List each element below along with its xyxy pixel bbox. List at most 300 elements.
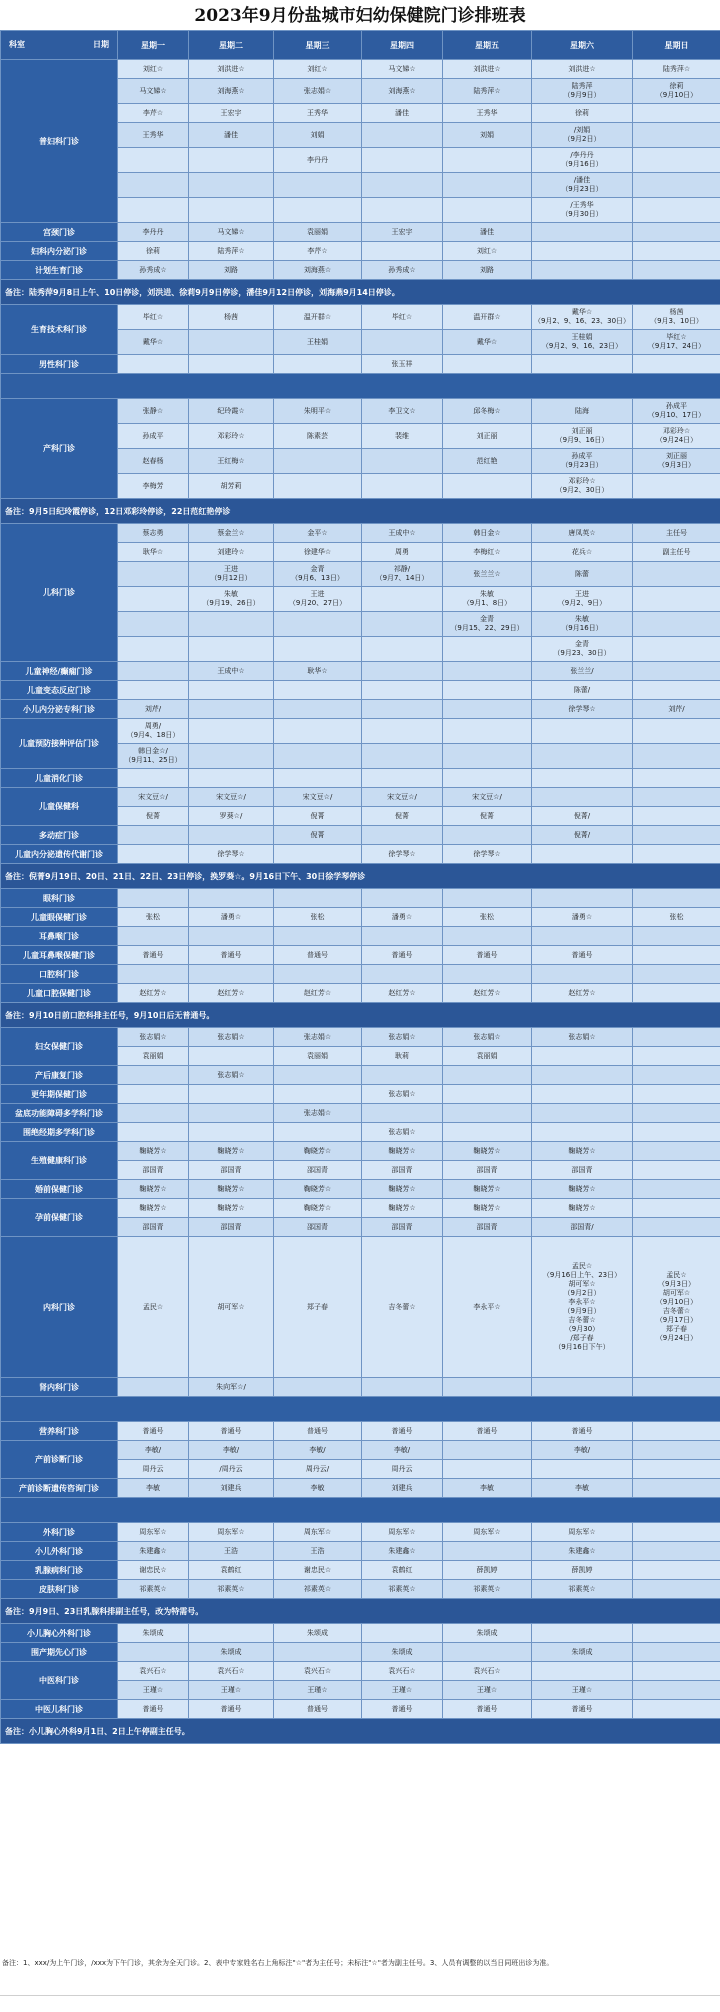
schedule-cell: 鞠晓芳☆ xyxy=(189,1142,274,1161)
table-row xyxy=(1,681,720,700)
schedule-cell: 韩日金☆ xyxy=(443,524,532,543)
schedule-cell: 徐学琴☆ xyxy=(362,845,443,864)
schedule-cell xyxy=(633,719,720,744)
schedule-cell: 朱建鑫☆ xyxy=(532,1542,633,1561)
schedule-cell: 刘红☆ xyxy=(118,60,189,79)
schedule-cell xyxy=(189,1104,274,1123)
schedule-cell xyxy=(274,927,362,946)
spacer-row xyxy=(1,1498,720,1523)
schedule-cell xyxy=(362,123,443,148)
table-row xyxy=(1,946,720,965)
schedule-cell xyxy=(532,769,633,788)
schedule-cell: 杨茜 xyxy=(189,305,274,330)
schedule-cell: 袁鹤红 xyxy=(362,1561,443,1580)
schedule-cell: 邱冬梅☆ xyxy=(443,399,532,424)
dept-name: 生育技术科门诊 xyxy=(1,305,118,355)
schedule-cell: 李敏/ xyxy=(189,1441,274,1460)
schedule-cell: 周勇/ （9月4、18日） xyxy=(118,719,189,744)
schedule-cell xyxy=(274,681,362,700)
schedule-cell: 耿莉 xyxy=(362,1047,443,1066)
schedule-cell xyxy=(189,744,274,769)
corner-header xyxy=(1,31,118,60)
schedule-cell: 朱颂成 xyxy=(274,1624,362,1643)
schedule-cell xyxy=(443,889,532,908)
table-row xyxy=(1,769,720,788)
table-row xyxy=(1,826,720,845)
schedule-cell xyxy=(633,104,720,123)
schedule-cell: 张松 xyxy=(118,908,189,927)
schedule-cell: 王瑾☆ xyxy=(532,1681,633,1700)
schedule-cell xyxy=(189,927,274,946)
schedule-cell: 陆秀萍 （9月9日） xyxy=(532,79,633,104)
schedule-cell: 朱敏 （9月1、8日） xyxy=(443,587,532,612)
schedule-cell: 罗葵☆/ xyxy=(189,807,274,826)
schedule-cell xyxy=(532,242,633,261)
table-row xyxy=(1,1378,720,1397)
schedule-cell: 普通号 xyxy=(274,946,362,965)
schedule-cell: 刘建兵 xyxy=(189,1479,274,1498)
dept-name: 耳鼻喉门诊 xyxy=(1,927,118,946)
schedule-cell: 李丹丹 xyxy=(118,223,189,242)
note-row xyxy=(1,1719,720,1744)
schedule-cell xyxy=(633,1161,720,1180)
schedule-cell xyxy=(362,637,443,662)
schedule-cell: 王进 （9月12日） xyxy=(189,562,274,587)
schedule-cell: 王瑾☆ xyxy=(362,1681,443,1700)
date-header: 日期 xyxy=(93,40,109,49)
schedule-cell xyxy=(633,1624,720,1643)
table-row xyxy=(1,223,720,242)
schedule-cell xyxy=(362,681,443,700)
schedule-cell xyxy=(362,662,443,681)
schedule-cell: 王进 （9月2、9日） xyxy=(532,587,633,612)
table-row xyxy=(1,1066,720,1085)
schedule-cell: 普通号 xyxy=(189,1700,274,1719)
schedule-cell xyxy=(189,965,274,984)
schedule-cell: 孙成平 （9月10、17日） xyxy=(633,399,720,424)
schedule-cell xyxy=(633,123,720,148)
table-row xyxy=(1,261,720,280)
schedule-cell xyxy=(362,965,443,984)
schedule-cell xyxy=(118,769,189,788)
schedule-cell xyxy=(443,637,532,662)
schedule-cell: 刘芹/ xyxy=(118,700,189,719)
schedule-cell: 唐凤英☆ xyxy=(532,524,633,543)
dept-name: 计划生育门诊 xyxy=(1,261,118,280)
schedule-cell xyxy=(118,148,189,173)
schedule-cell: 袁丽娟 xyxy=(274,223,362,242)
dept-name: 肾内科门诊 xyxy=(1,1378,118,1397)
schedule-cell: 李敏/ xyxy=(118,1441,189,1460)
schedule-cell: 范红艳 xyxy=(443,449,532,474)
schedule-cell xyxy=(633,788,720,807)
schedule-cell: 鞠晓芳☆ xyxy=(362,1142,443,1161)
schedule-cell: 赵春杨 xyxy=(118,449,189,474)
day-header: 星期二 xyxy=(189,31,274,60)
dept-name: 儿童神经/癫痫门诊 xyxy=(1,662,118,681)
schedule-cell: 刘海燕☆ xyxy=(362,79,443,104)
schedule-cell xyxy=(118,355,189,374)
schedule-cell xyxy=(443,965,532,984)
schedule-cell xyxy=(274,198,362,223)
dept-name: 外科门诊 xyxy=(1,1523,118,1542)
schedule-cell: 孙成平 （9月23日） xyxy=(532,449,633,474)
schedule-cell xyxy=(274,1643,362,1662)
schedule-cell: 胡可军☆ xyxy=(189,1237,274,1378)
schedule-cell: 邓彩玲☆ xyxy=(189,424,274,449)
note-text: 备注：9月9日、23日乳腺科排副主任号，改为特需号。 xyxy=(1,1599,720,1624)
schedule-cell xyxy=(633,612,720,637)
schedule-cell xyxy=(633,1479,720,1498)
schedule-cell xyxy=(532,1123,633,1142)
schedule-cell: 陆秀萍☆ xyxy=(633,60,720,79)
schedule-cell: 潘佳 xyxy=(443,223,532,242)
dept-name: 产前诊断遗传咨询门诊 xyxy=(1,1479,118,1498)
schedule-cell: 鞠晓芳☆ xyxy=(274,1180,362,1199)
schedule-cell: 陈蕾 xyxy=(532,562,633,587)
schedule-cell: 倪菁 xyxy=(443,807,532,826)
schedule-cell: 刘洪进☆ xyxy=(443,60,532,79)
schedule-cell xyxy=(633,474,720,499)
schedule-cell xyxy=(118,662,189,681)
dept-name: 儿童变态反应门诊 xyxy=(1,681,118,700)
schedule-cell xyxy=(118,927,189,946)
footnote: 备注：1、xxx/为上午门诊，/xxx为下午门诊，其余为全天门诊。2、表中专家姓名右上角标注"☆"者为主任号；未标注"☆"者为副主任号。3、人员有调整的以当日同班出诊为准。 xyxy=(2,1959,554,1967)
schedule-cell: 赵红芳☆ xyxy=(532,984,633,1003)
schedule-cell: 李永平☆ xyxy=(443,1237,532,1378)
schedule-cell: 徐建华☆ xyxy=(274,543,362,562)
dept-name: 儿童内分泌遗传代谢门诊 xyxy=(1,845,118,864)
table-row xyxy=(1,305,720,330)
schedule-cell xyxy=(633,1085,720,1104)
schedule-cell: 张志娟☆ xyxy=(362,1085,443,1104)
schedule-cell: 刘正丽 （9月3日） xyxy=(633,449,720,474)
schedule-cell xyxy=(443,662,532,681)
schedule-cell: 周东军☆ xyxy=(532,1523,633,1542)
table-row xyxy=(1,700,720,719)
schedule-cell: 宋文豆☆/ xyxy=(274,788,362,807)
table-row xyxy=(1,1142,720,1161)
schedule-cell: 袁兴石☆ xyxy=(362,1662,443,1681)
schedule-cell xyxy=(532,1047,633,1066)
schedule-cell: 李芹☆ xyxy=(274,242,362,261)
schedule-cell: 普通号 xyxy=(443,1700,532,1719)
schedule-cell: 王桂娟 （9月2、9、16、23日） xyxy=(532,330,633,355)
schedule-cell: 戴华☆ xyxy=(443,330,532,355)
schedule-cell: 李敏/ xyxy=(532,1441,633,1460)
schedule-cell: 周东军☆ xyxy=(362,1523,443,1542)
dept-name: 生殖健康科门诊 xyxy=(1,1142,118,1180)
schedule-cell: 温开群☆ xyxy=(443,305,532,330)
schedule-cell: 金青 （9月15、22、29日） xyxy=(443,612,532,637)
schedule-cell: 李卫文☆ xyxy=(362,399,443,424)
schedule-cell xyxy=(362,242,443,261)
schedule-cell xyxy=(274,173,362,198)
schedule-cell: 张志娟☆ xyxy=(362,1028,443,1047)
schedule-table xyxy=(0,30,720,1744)
dept-name: 妇女保健门诊 xyxy=(1,1028,118,1066)
schedule-cell: 王秀华 xyxy=(274,104,362,123)
schedule-cell xyxy=(633,587,720,612)
schedule-cell: 周勇 xyxy=(362,543,443,562)
note-row xyxy=(1,499,720,524)
schedule-cell xyxy=(118,1066,189,1085)
schedule-cell xyxy=(633,984,720,1003)
schedule-cell: 陈蕾/ xyxy=(532,681,633,700)
schedule-cell: 朱颂成 xyxy=(532,1643,633,1662)
schedule-cell xyxy=(118,198,189,223)
dept-name: 营养科门诊 xyxy=(1,1422,118,1441)
schedule-cell: 刘正丽 xyxy=(443,424,532,449)
schedule-cell: 邵国青 xyxy=(189,1161,274,1180)
dept-name: 男性科门诊 xyxy=(1,355,118,374)
schedule-cell: 祁素英☆ xyxy=(189,1580,274,1599)
schedule-cell xyxy=(633,1047,720,1066)
schedule-cell xyxy=(118,637,189,662)
schedule-cell: 普通号 xyxy=(118,1422,189,1441)
dept-name: 皮肤科门诊 xyxy=(1,1580,118,1599)
schedule-cell: 鞠晓芳☆ xyxy=(189,1199,274,1218)
schedule-cell xyxy=(532,1624,633,1643)
schedule-cell xyxy=(532,261,633,280)
schedule-cell xyxy=(532,889,633,908)
schedule-cell: 倪菁 xyxy=(362,807,443,826)
schedule-cell: 王秀华 xyxy=(118,123,189,148)
schedule-cell xyxy=(118,681,189,700)
schedule-cell xyxy=(189,719,274,744)
schedule-cell xyxy=(633,261,720,280)
spacer-row xyxy=(1,374,720,399)
schedule-cell: 徐学琴☆ xyxy=(443,845,532,864)
schedule-cell xyxy=(274,1378,362,1397)
schedule-cell: 潘佳 xyxy=(189,123,274,148)
schedule-cell: 潘佳 xyxy=(362,104,443,123)
schedule-cell xyxy=(362,700,443,719)
schedule-cell: 李敏 xyxy=(532,1479,633,1498)
schedule-cell: 李芹☆ xyxy=(118,104,189,123)
schedule-cell: 李梅芳 xyxy=(118,474,189,499)
dept-name: 口腔科门诊 xyxy=(1,965,118,984)
schedule-cell xyxy=(189,355,274,374)
dept-name: 孕前保健门诊 xyxy=(1,1199,118,1237)
table-row xyxy=(1,1237,720,1378)
table-row xyxy=(1,1028,720,1047)
schedule-cell: 李梅红☆ xyxy=(443,543,532,562)
schedule-cell: 祁素英☆ xyxy=(362,1580,443,1599)
schedule-cell: 倪菁/ xyxy=(532,826,633,845)
schedule-cell: 戴华☆ （9月2、9、16、23、30日） xyxy=(532,305,633,330)
schedule-cell xyxy=(633,1441,720,1460)
schedule-cell: 鞠晓芳☆ xyxy=(118,1199,189,1218)
schedule-cell xyxy=(189,198,274,223)
schedule-cell xyxy=(532,223,633,242)
schedule-cell xyxy=(443,1460,532,1479)
schedule-cell xyxy=(532,1066,633,1085)
table-row xyxy=(1,984,720,1003)
schedule-cell: 普通号 xyxy=(189,1422,274,1441)
table-row xyxy=(1,1561,720,1580)
schedule-cell: 鞠晓芳☆ xyxy=(274,1199,362,1218)
schedule-cell: 鞠晓芳☆ xyxy=(443,1180,532,1199)
schedule-cell xyxy=(274,449,362,474)
dept-name: 儿童眼保健门诊 xyxy=(1,908,118,927)
schedule-cell xyxy=(362,719,443,744)
schedule-cell: 邵国青 xyxy=(274,1218,362,1237)
schedule-cell xyxy=(633,1123,720,1142)
schedule-cell: 李敏 xyxy=(118,1479,189,1498)
schedule-cell xyxy=(443,173,532,198)
dept-name: 围产期先心门诊 xyxy=(1,1643,118,1662)
schedule-cell xyxy=(362,1378,443,1397)
schedule-cell xyxy=(633,562,720,587)
schedule-cell: 普通号 xyxy=(362,1422,443,1441)
schedule-cell xyxy=(633,1643,720,1662)
schedule-cell: 祁素英☆ xyxy=(118,1580,189,1599)
schedule-cell xyxy=(443,1441,532,1460)
schedule-cell: 周丹云 xyxy=(362,1460,443,1479)
schedule-cell xyxy=(118,562,189,587)
schedule-cell xyxy=(443,769,532,788)
schedule-cell xyxy=(633,1218,720,1237)
header-row xyxy=(1,31,720,60)
dept-name: 内科门诊 xyxy=(1,1237,118,1378)
schedule-cell: 普通号 xyxy=(532,1700,633,1719)
schedule-cell: 周东军☆ xyxy=(118,1523,189,1542)
schedule-cell: 郑子春 xyxy=(274,1237,362,1378)
page-title: 2023年9月份盐城市妇幼保健院门诊排班表 xyxy=(194,6,526,26)
schedule-cell xyxy=(532,1104,633,1123)
schedule-cell: 鞠晓芳☆ xyxy=(362,1199,443,1218)
schedule-cell: 普通号 xyxy=(274,1422,362,1441)
schedule-cell xyxy=(532,845,633,864)
schedule-cell: 金青 （9月23、30日） xyxy=(532,637,633,662)
table-row xyxy=(1,1542,720,1561)
note-text: 备注：倪菁9月19日、20日、21日、22日、23日停诊，换罗葵☆。9月16日下午、30日徐学琴停诊 xyxy=(1,864,720,889)
schedule-cell xyxy=(274,845,362,864)
dept-name: 妇科内分泌门诊 xyxy=(1,242,118,261)
schedule-cell: 孙秀成☆ xyxy=(362,261,443,280)
table-row xyxy=(1,1523,720,1542)
table-row xyxy=(1,242,720,261)
schedule-cell xyxy=(633,223,720,242)
schedule-cell: 周丹云 xyxy=(118,1460,189,1479)
schedule-cell: 张志娟☆ xyxy=(362,1123,443,1142)
schedule-cell xyxy=(274,1066,362,1085)
dept-name: 产后康复门诊 xyxy=(1,1066,118,1085)
schedule-cell: 王桂娟 xyxy=(274,330,362,355)
schedule-cell xyxy=(118,173,189,198)
schedule-cell: /周丹云 xyxy=(189,1460,274,1479)
schedule-cell xyxy=(443,1123,532,1142)
schedule-cell: 戴华☆ xyxy=(118,330,189,355)
schedule-cell: 鞠晓芳☆ xyxy=(532,1142,633,1161)
schedule-cell: 李敏 xyxy=(443,1479,532,1498)
schedule-cell: 徐学琴☆ xyxy=(189,845,274,864)
schedule-cell: 徐莉 xyxy=(118,242,189,261)
note-row xyxy=(1,1003,720,1028)
schedule-cell: 邓彩玲☆ （9月2、30日） xyxy=(532,474,633,499)
schedule-cell: 袁丽娟 xyxy=(274,1047,362,1066)
schedule-cell xyxy=(633,1066,720,1085)
schedule-cell: 刘洪进☆ xyxy=(532,60,633,79)
schedule-cell: 毕红☆ （9月17、24日） xyxy=(633,330,720,355)
schedule-cell: 谢忠民☆ xyxy=(274,1561,362,1580)
schedule-cell: 陆秀萍☆ xyxy=(189,242,274,261)
schedule-cell: 蔡志勇 xyxy=(118,524,189,543)
schedule-cell xyxy=(633,1523,720,1542)
dept-name: 小儿内分泌专科门诊 xyxy=(1,700,118,719)
table-row xyxy=(1,845,720,864)
table-row xyxy=(1,1180,720,1199)
schedule-cell: 朱颂成 xyxy=(189,1643,274,1662)
schedule-cell: 朱敏 （9月19、26日） xyxy=(189,587,274,612)
schedule-cell xyxy=(633,845,720,864)
note-text: 备注：9月5日纪玲霞停诊，12日邓彩玲停诊，22日范红艳停诊 xyxy=(1,499,720,524)
schedule-cell: 邵国青 xyxy=(532,1161,633,1180)
spacer-cell xyxy=(1,1397,720,1422)
schedule-cell xyxy=(633,1561,720,1580)
schedule-cell: 倪菁/ xyxy=(532,807,633,826)
schedule-cell xyxy=(189,330,274,355)
schedule-cell: 赵红芳☆ xyxy=(118,984,189,1003)
schedule-cell: 毕红☆ xyxy=(362,305,443,330)
day-header: 星期三 xyxy=(274,31,362,60)
schedule-cell: 薛凯婷 xyxy=(443,1561,532,1580)
schedule-cell: 鞠晓芳☆ xyxy=(532,1180,633,1199)
schedule-cell xyxy=(633,1028,720,1047)
schedule-cell xyxy=(189,1624,274,1643)
schedule-cell: 张兰兰☆ xyxy=(443,562,532,587)
schedule-cell: 王成中☆ xyxy=(362,524,443,543)
schedule-cell xyxy=(274,769,362,788)
schedule-cell xyxy=(532,1662,633,1681)
schedule-cell: 周丹云/ xyxy=(274,1460,362,1479)
schedule-cell: 王浩 xyxy=(274,1542,362,1561)
schedule-cell xyxy=(443,744,532,769)
schedule-cell: 倪菁 xyxy=(274,826,362,845)
schedule-cell: 袁鹤红 xyxy=(189,1561,274,1580)
schedule-cell: 李敏/ xyxy=(362,1441,443,1460)
schedule-cell: 蔡金兰☆ xyxy=(189,524,274,543)
schedule-cell: /李丹丹 （9月16日） xyxy=(532,148,633,173)
schedule-cell xyxy=(189,1047,274,1066)
dept-name: 儿童预防接种评估门诊 xyxy=(1,719,118,769)
schedule-cell: 赵红芳☆ xyxy=(189,984,274,1003)
schedule-cell: 耿华☆ xyxy=(118,543,189,562)
table-row xyxy=(1,889,720,908)
schedule-cell: 杨茜 （9月3、10日） xyxy=(633,305,720,330)
schedule-cell: 马文娣☆ xyxy=(362,60,443,79)
schedule-cell xyxy=(443,700,532,719)
schedule-cell xyxy=(532,719,633,744)
schedule-cell: 祁静/ （9月7、14日） xyxy=(362,562,443,587)
schedule-cell xyxy=(633,927,720,946)
schedule-cell: 金平☆ xyxy=(274,524,362,543)
schedule-cell: 张志娟☆ xyxy=(532,1028,633,1047)
schedule-cell xyxy=(532,355,633,374)
table-row xyxy=(1,908,720,927)
schedule-cell: 王瑾☆ xyxy=(443,1681,532,1700)
schedule-cell: 王红梅☆ xyxy=(189,449,274,474)
schedule-cell xyxy=(633,355,720,374)
schedule-cell: 朱颂成 xyxy=(118,1624,189,1643)
spacer-cell xyxy=(1,1498,720,1523)
schedule-cell xyxy=(362,1104,443,1123)
schedule-cell: 邵国青 xyxy=(362,1218,443,1237)
schedule-cell: 袁兴石☆ xyxy=(274,1662,362,1681)
schedule-cell: 徐莉 （9月10日） xyxy=(633,79,720,104)
schedule-cell xyxy=(362,769,443,788)
